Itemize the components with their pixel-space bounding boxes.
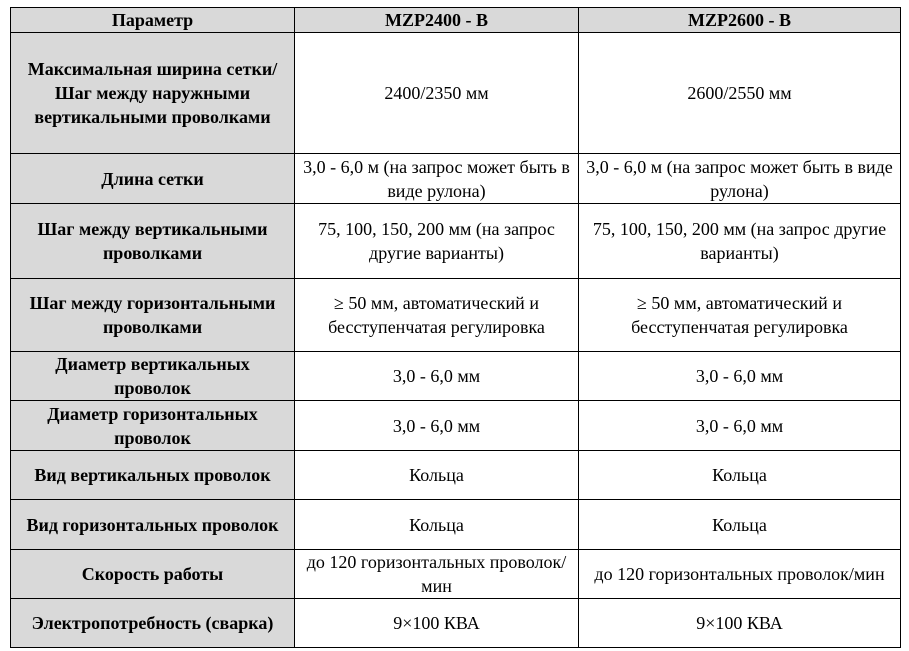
value-cell-mzp2600: 3,0 - 6,0 мм	[579, 401, 901, 451]
table-row	[11, 33, 901, 154]
param-cell: Шаг между вертикальными проволками	[11, 204, 295, 279]
value-cell-mzp2400: ≥ 50 мм, автоматический и бесступенчатая регулировка	[295, 279, 579, 352]
header-mzp2400: MZP2400 - B	[295, 8, 579, 33]
table-row	[11, 279, 901, 352]
value-cell-mzp2600: Кольца	[579, 451, 901, 500]
param-cell: Максимальная ширина сетки/Шаг между наружными вертикальными проволками	[11, 33, 295, 154]
value-cell-mzp2600: 75, 100, 150, 200 мм (на запрос другие варианты)	[579, 204, 901, 279]
spec-table	[10, 7, 901, 648]
value-cell-mzp2400: Кольца	[295, 500, 579, 550]
value-cell-mzp2600: ≥ 50 мм, автоматический и бесступенчатая регулировка	[579, 279, 901, 352]
table-row	[11, 154, 901, 204]
table-row	[11, 599, 901, 648]
param-cell: Длина сетки	[11, 154, 295, 204]
value-cell-mzp2600: 2600/2550 мм	[579, 33, 901, 154]
value-cell-mzp2600: 3,0 - 6,0 мм	[579, 352, 901, 401]
param-cell: Диаметр горизонтальных проволок	[11, 401, 295, 451]
value-cell-mzp2400: 75, 100, 150, 200 мм (на запрос другие варианты)	[295, 204, 579, 279]
table-row	[11, 500, 901, 550]
param-cell: Электропотребность (сварка)	[11, 599, 295, 648]
param-cell: Вид горизонтальных проволок	[11, 500, 295, 550]
value-cell-mzp2400: до 120 горизонтальных проволок/мин	[295, 550, 579, 599]
table-row	[11, 550, 901, 599]
value-cell-mzp2600: до 120 горизонтальных проволок/мин	[579, 550, 901, 599]
param-cell: Скорость работы	[11, 550, 295, 599]
value-cell-mzp2600: 3,0 - 6,0 м (на запрос может быть в виде рулона)	[579, 154, 901, 204]
param-cell: Шаг между горизонтальными проволками	[11, 279, 295, 352]
header-row	[11, 8, 901, 33]
value-cell-mzp2400: 9×100 КВА	[295, 599, 579, 648]
table-row	[11, 451, 901, 500]
table-row	[11, 352, 901, 401]
value-cell-mzp2400: 3,0 - 6,0 мм	[295, 401, 579, 451]
value-cell-mzp2400: 3,0 - 6,0 мм	[295, 352, 579, 401]
table-row	[11, 401, 901, 451]
value-cell-mzp2600: 9×100 КВА	[579, 599, 901, 648]
header-param: Параметр	[11, 8, 295, 33]
value-cell-mzp2400: 3,0 - 6,0 м (на запрос может быть в виде рулона)	[295, 154, 579, 204]
param-cell: Диаметр вертикальных проволок	[11, 352, 295, 401]
value-cell-mzp2400: Кольца	[295, 451, 579, 500]
param-cell: Вид вертикальных проволок	[11, 451, 295, 500]
value-cell-mzp2400: 2400/2350 мм	[295, 33, 579, 154]
value-cell-mzp2600: Кольца	[579, 500, 901, 550]
header-mzp2600: MZP2600 - B	[579, 8, 901, 33]
table-row	[11, 204, 901, 279]
